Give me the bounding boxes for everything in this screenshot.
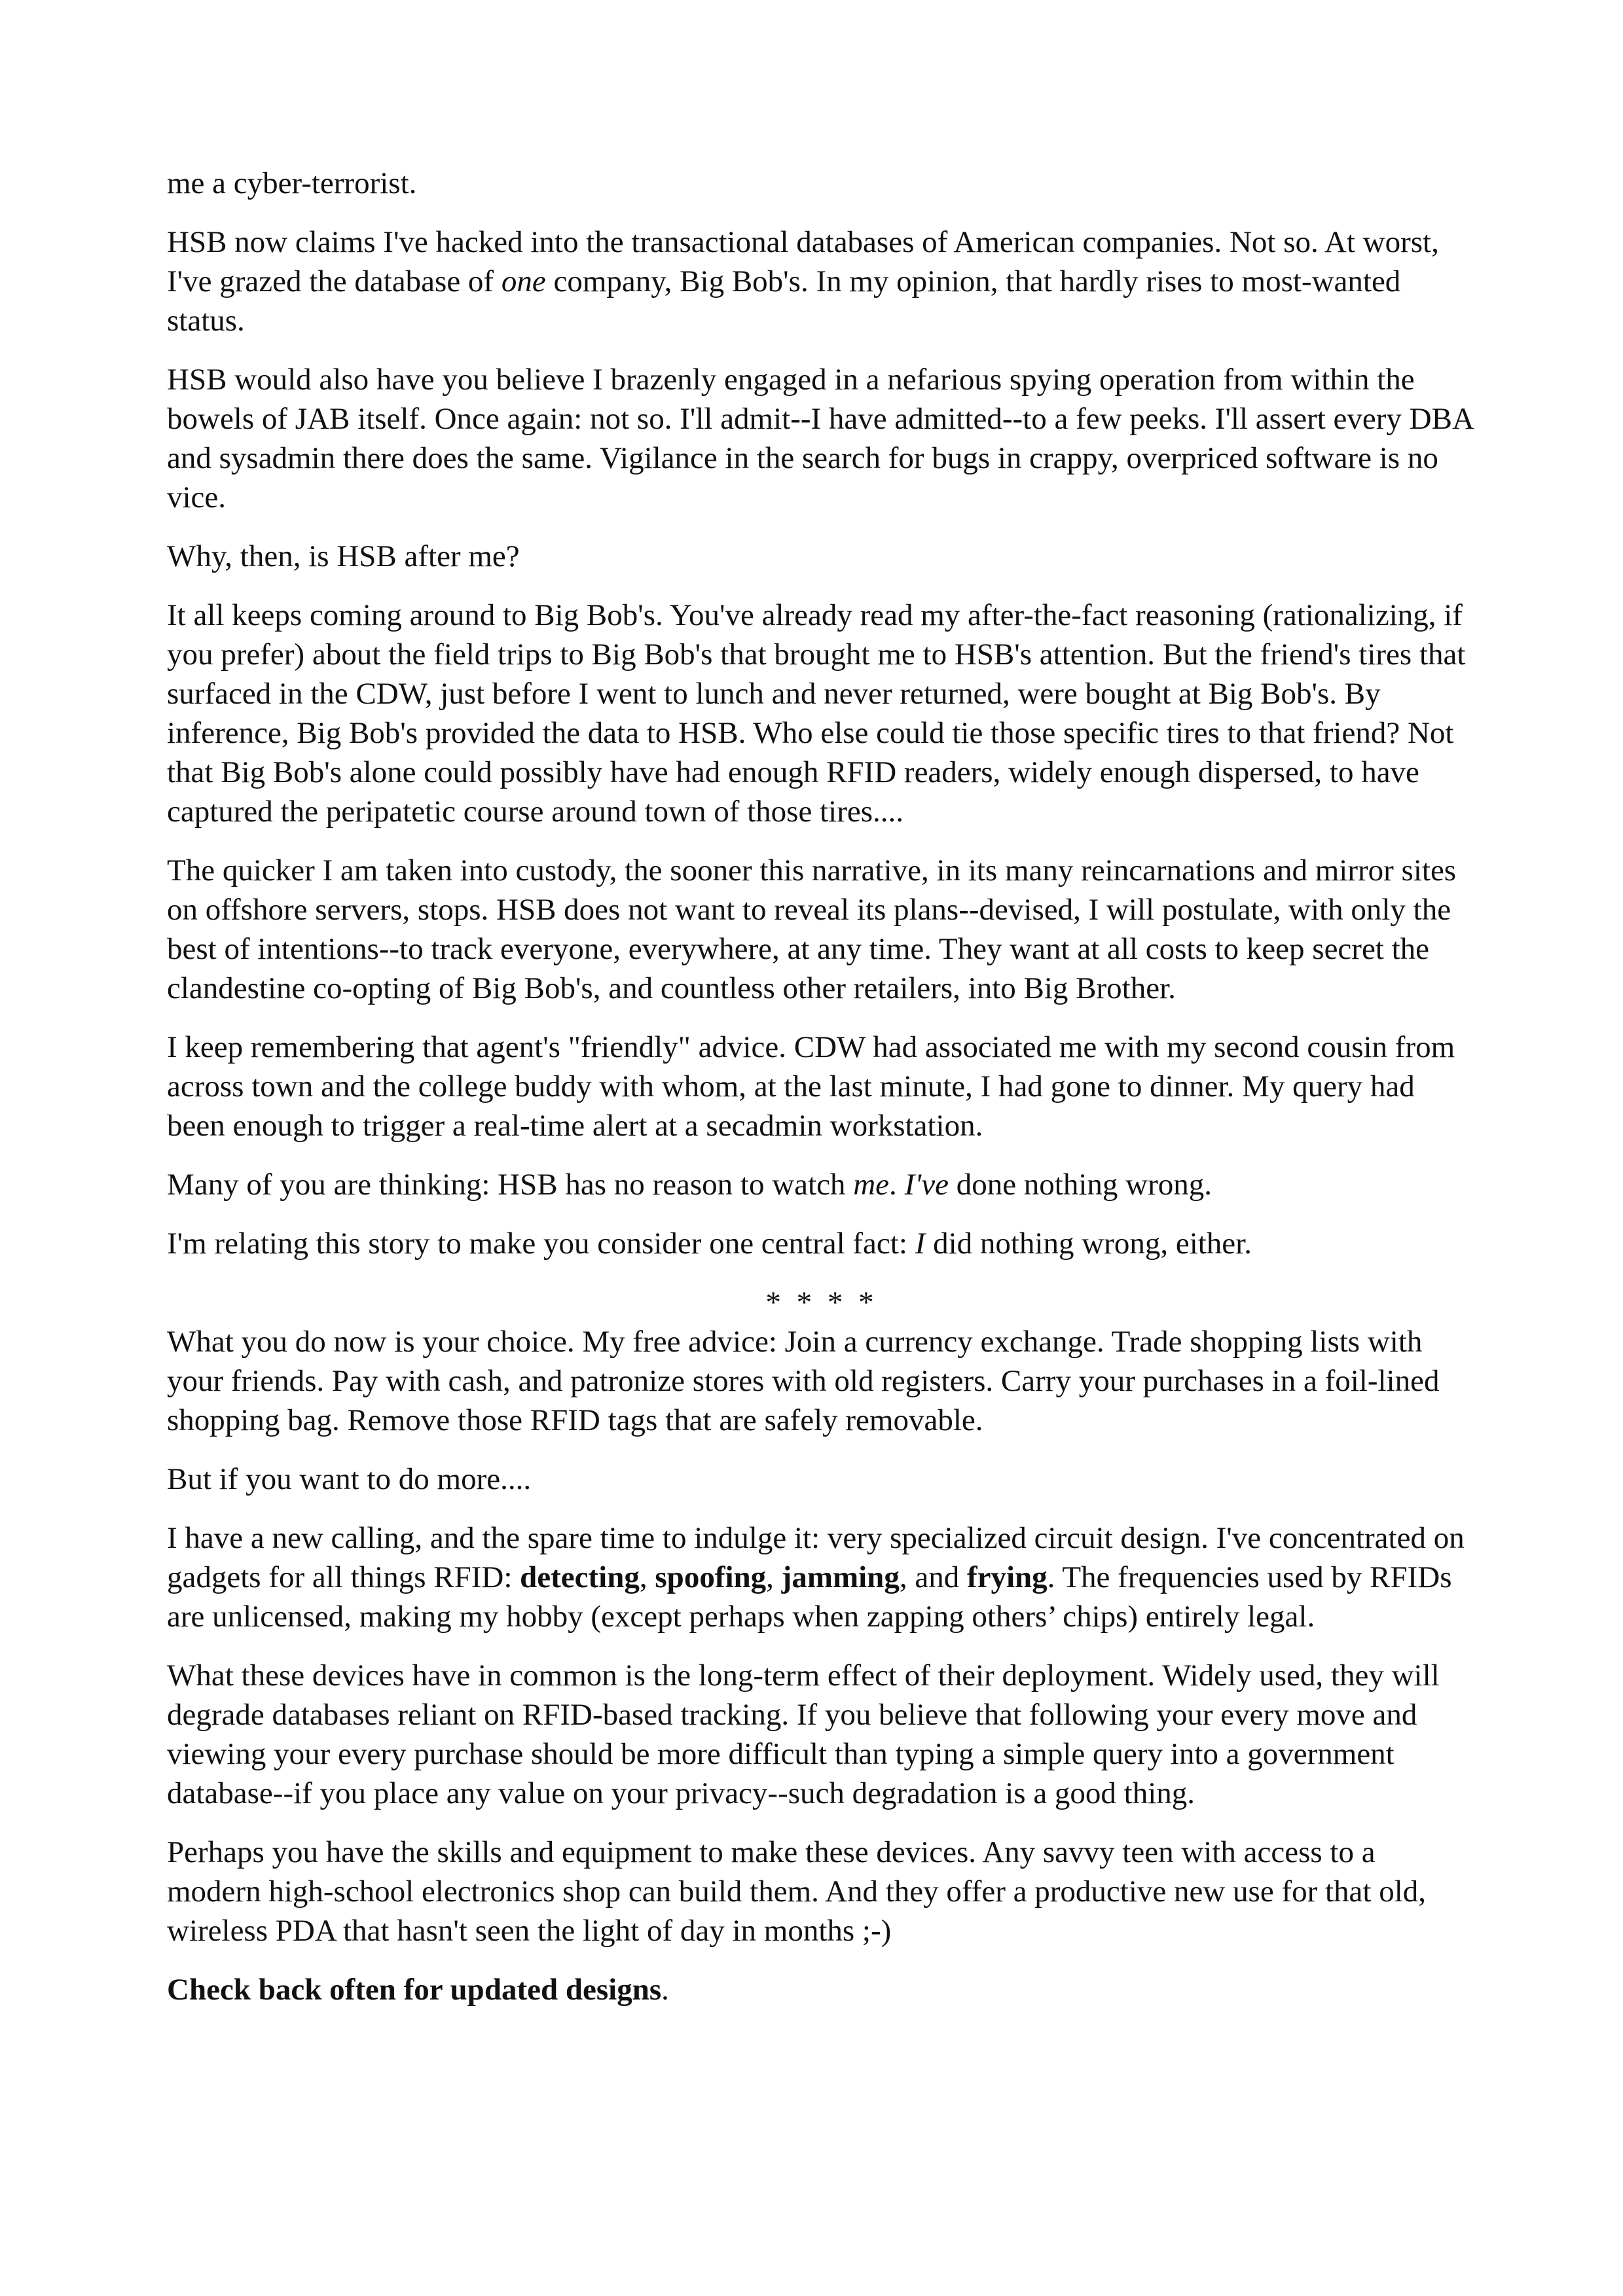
- paragraph: But if you want to do more....: [167, 1462, 532, 1496]
- paragraph: HSB now claims I've hacked into the transactional databases of American companies. Not so. At worst, I've grazed the database of one company, Big Bob's. In my opinion, that hardly rises to most-wanted status.: [167, 225, 1439, 338]
- paragraph: The quicker I am taken into custody, the sooner this narrative, in its many reincarnations and mirror sites on offshore servers, stops. HSB does not want to reveal its plans--devised, I will postulate, with only the best of intentions--to track everyone, everywhere, at any time. They want at all costs to keep secret the clandestine co-opting of Big Bob's, and countless other retailers, into Big Brother.: [167, 853, 1457, 1005]
- emphasis: I've: [904, 1168, 949, 1202]
- bold-term: jamming: [781, 1560, 900, 1594]
- paragraph: Why, then, is HSB after me?: [167, 539, 520, 573]
- bold-term: spoofing: [655, 1560, 767, 1594]
- emphasis: I: [915, 1227, 926, 1261]
- paragraph: Perhaps you have the skills and equipment to make these devices. Any savvy teen with access to a modern high-school electronics shop can build them. And they offer a productive new use for that old, wireless PDA that hasn't seen the light of day in months ;-): [167, 1835, 1427, 1948]
- paragraph: me a cyber-terrorist.: [167, 166, 417, 200]
- paragraph: It all keeps coming around to Big Bob's. You've already read my after-the-fact reasoning (rationalizing, if you prefer) about the field trips to Big Bob's that brought me to HSB's attention. But the friend's tires that surfaced in the CDW, just before I went to lunch and never returned, were bought at Big Bob's. By inference, Big Bob's provided the data to HSB. Who else could tie those specific tires to that friend? Not that Big Bob's alone could possibly have had enough RFID readers, widely enough dispersed, to have captured the peripatetic course around town of those tires....: [167, 598, 1466, 829]
- document-page: [167, 164, 1476, 2029]
- paragraph: HSB would also have you believe I brazenly engaged in a nefarious spying operation from within the bowels of JAB itself. Once again: not so. I'll admit--I have admitted--to a few peeks. I'll assert every DBA and sysadmin there does the same. Vigilance in the search for bugs in crappy, overpriced software is no vice.: [167, 363, 1473, 514]
- paragraph: What these devices have in common is the long-term effect of their deployment. Widely used, they will degrade databases reliant on RFID-based tracking. If you believe that following your every move and viewing your every purchase should be more difficult than typing a simple query into a government database--if you place any value on your privacy--such degradation is a good thing.: [167, 1659, 1440, 1810]
- closing-line: Check back often for updated designs.: [167, 1973, 669, 2007]
- bold-closing: Check back often for updated designs: [167, 1973, 662, 2007]
- paragraph: What you do now is your choice. My free advice: Join a currency exchange. Trade shopping lists with your friends. Pay with cash, and patronize stores with old registers. Carry your purchases in a foil-lined shopping bag. Remove those RFID tags that are safely removable.: [167, 1325, 1440, 1437]
- section-separator: * * * *: [765, 1285, 878, 1319]
- emphasis: me: [853, 1168, 889, 1202]
- bold-term: detecting: [520, 1560, 640, 1594]
- paragraph: I keep remembering that agent's "friendly" advice. CDW had associated me with my second cousin from across town and the college buddy with whom, at the last minute, I had gone to dinner. My query had been enough to trigger a real-time alert at a secadmin workstation.: [167, 1030, 1455, 1143]
- bold-term: frying: [966, 1560, 1048, 1594]
- emphasis: one: [501, 264, 546, 298]
- paragraph: I'm relating this story to make you consider one central fact: I did nothing wrong, either.: [167, 1227, 1252, 1261]
- paragraph: I have a new calling, and the spare time to indulge it: very specialized circuit design. I've concentrated on gadgets for all things RFID: detecting, spoofing, jamming, and frying. The frequencies used by RFIDs are unlicensed, making my hobby (except perhaps when zapping others’ chips) entirely legal.: [167, 1521, 1465, 1634]
- paragraph: Many of you are thinking: HSB has no reason to watch me. I've done nothing wrong.: [167, 1168, 1213, 1202]
